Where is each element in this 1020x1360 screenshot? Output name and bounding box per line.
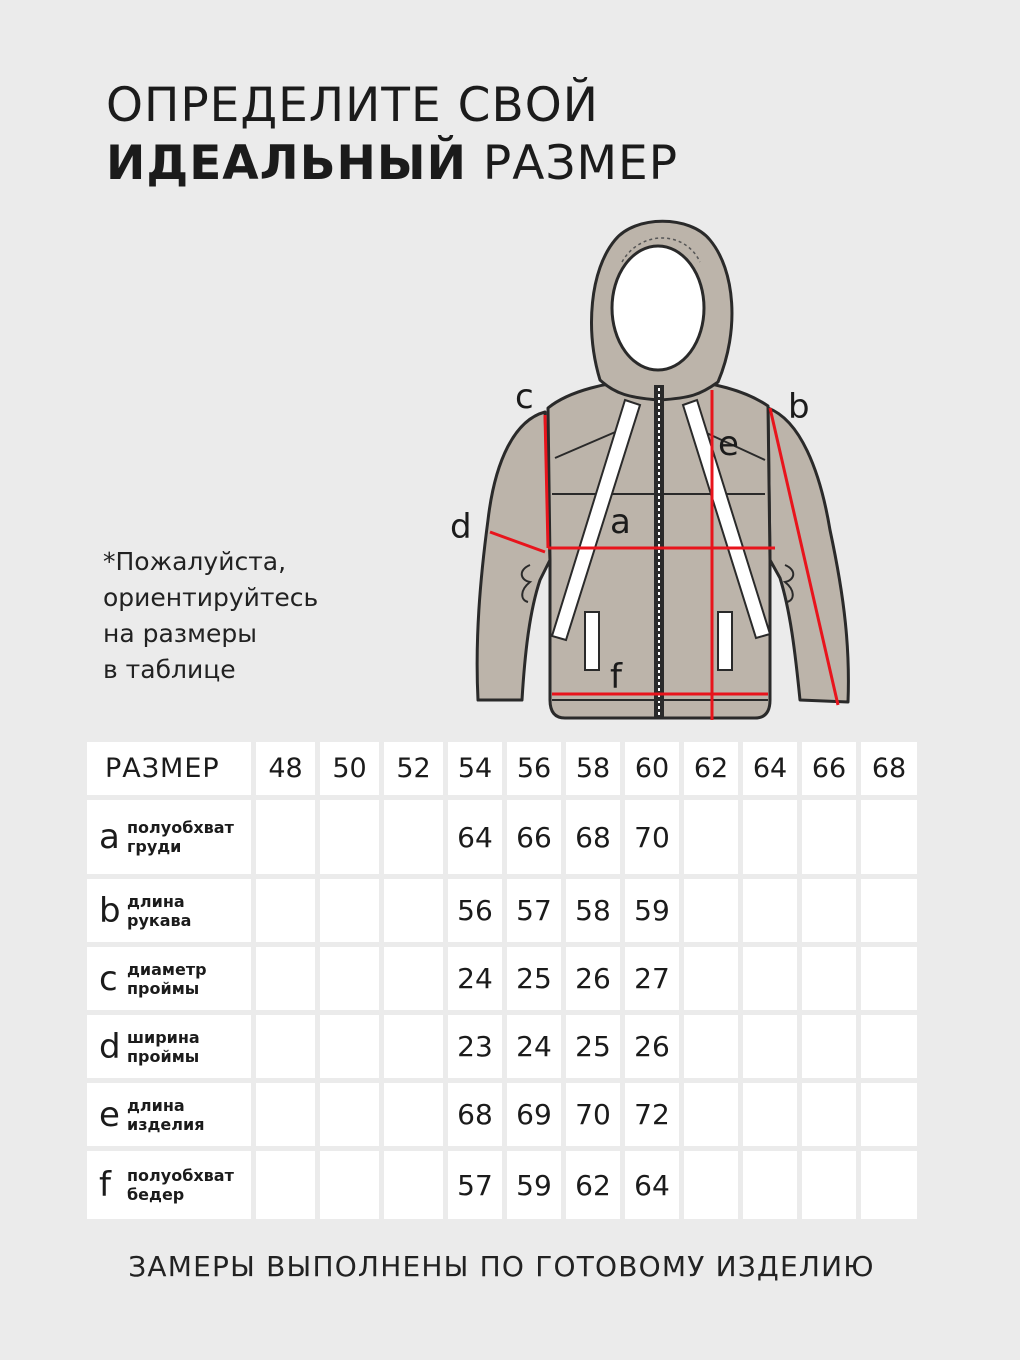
measure-value-cell (320, 947, 379, 1010)
measure-value-cell (384, 879, 443, 942)
note-line: в таблице (103, 655, 236, 684)
measure-description (127, 892, 191, 930)
measure-row-label (87, 947, 251, 1010)
left-sleeve (477, 412, 550, 700)
measure-row-c (87, 947, 917, 1010)
measure-row-label (87, 800, 251, 874)
measure-row-label (87, 1015, 251, 1078)
measure-row-b (87, 879, 917, 942)
measure-value-cell (684, 1015, 738, 1078)
measure-value-cell (384, 800, 443, 874)
measure-row-label (87, 1083, 251, 1146)
measure-value-cell: 59 (625, 879, 679, 942)
note-line: на размеры (103, 619, 257, 648)
measure-value-cell (684, 1151, 738, 1219)
measure-description-line: груди (127, 837, 182, 856)
measure-letter: f (99, 1165, 111, 1205)
measure-description-line: длина (127, 891, 185, 911)
measure-value-cell (684, 800, 738, 874)
size-header-cell: 62 (684, 742, 738, 795)
measure-row-e (87, 1083, 917, 1146)
measure-letter: a (99, 817, 120, 857)
measure-value-cell (743, 800, 797, 874)
note-line: *Пожалуйста, (103, 547, 287, 576)
size-header-cell: 48 (256, 742, 315, 795)
measure-value-cell: 70 (566, 1083, 620, 1146)
measure-value-cell (256, 1015, 315, 1078)
measure-letter: d (99, 1026, 121, 1067)
measure-value-cell (256, 1151, 315, 1219)
size-header-cell: 50 (320, 742, 379, 795)
measure-row-a (87, 800, 917, 874)
measure-value-cell (384, 1151, 443, 1219)
measure-description (127, 960, 207, 998)
measure-value-cell (320, 879, 379, 942)
measure-value-cell (802, 1083, 856, 1146)
measure-row-f (87, 1151, 917, 1219)
measure-description (127, 1028, 200, 1066)
measure-value-cell (802, 947, 856, 1010)
measure-value-cell: 24 (448, 947, 502, 1010)
measure-value-cell: 58 (566, 879, 620, 942)
measure-value-cell: 72 (625, 1083, 679, 1146)
measure-value-cell: 26 (566, 947, 620, 1010)
label-a: a (610, 502, 631, 542)
measure-value-cell: 23 (448, 1015, 502, 1078)
measure-value-cell: 68 (448, 1083, 502, 1146)
measure-row-label (87, 879, 251, 942)
measure-value-cell (743, 1015, 797, 1078)
note-line: ориентируйтесь (103, 583, 319, 612)
measure-description-line: ширина (127, 1027, 200, 1047)
size-header-cell: 60 (625, 742, 679, 795)
measure-value-cell (861, 800, 917, 874)
measure-value-cell (684, 947, 738, 1010)
title-line-2 (106, 136, 679, 191)
measure-value-cell (861, 1151, 917, 1219)
measure-value-cell (684, 1083, 738, 1146)
label-b: b (788, 387, 810, 427)
measure-value-cell: 69 (507, 1083, 561, 1146)
measure-value-cell: 25 (507, 947, 561, 1010)
measure-value-cell: 24 (507, 1015, 561, 1078)
measure-value-cell: 27 (625, 947, 679, 1010)
measure-description (127, 818, 234, 856)
measure-description-line: рукава (127, 910, 192, 930)
measure-value-cell (802, 1151, 856, 1219)
pocket-left (585, 612, 599, 670)
size-header-cell: 68 (861, 742, 917, 795)
measure-value-cell (861, 1015, 917, 1078)
measure-value-cell (256, 947, 315, 1010)
footer-note: ЗАМЕРЫ ВЫПОЛНЕНЫ ПО ГОТОВОМУ ИЗДЕЛИЮ (128, 1250, 875, 1283)
measure-value-cell (802, 800, 856, 874)
pocket-right (718, 612, 732, 670)
measure-value-cell: 68 (566, 800, 620, 874)
measure-letter: e (99, 1094, 120, 1135)
title-bold-word: ИДЕАЛЬНЫЙ (106, 136, 467, 191)
measure-value-cell: 70 (625, 800, 679, 874)
measure-value-cell (743, 947, 797, 1010)
size-table (82, 737, 922, 1224)
measure-value-cell: 66 (507, 800, 561, 874)
measure-description-line: проймы (127, 1046, 200, 1066)
size-header-cell: 64 (743, 742, 797, 795)
size-note (103, 544, 318, 688)
label-d: d (450, 507, 472, 547)
measure-value-cell: 59 (507, 1151, 561, 1219)
measure-description-line: полуобхват (127, 1166, 234, 1185)
measure-value-cell (743, 1151, 797, 1219)
measure-value-cell (320, 800, 379, 874)
measure-value-cell (861, 879, 917, 942)
measure-value-cell (384, 1015, 443, 1078)
title-regular-word: РАЗМЕР (466, 136, 679, 191)
measure-value-cell: 57 (507, 879, 561, 942)
measure-value-cell (802, 1015, 856, 1078)
label-f: f (610, 657, 622, 697)
measure-value-cell (684, 879, 738, 942)
size-header-cell: 52 (384, 742, 443, 795)
measure-value-cell (320, 1151, 379, 1219)
jacket-measurement-diagram (440, 200, 880, 730)
measure-description (127, 1166, 234, 1204)
measure-value-cell: 64 (448, 800, 502, 874)
measure-value-cell (743, 879, 797, 942)
measure-description-line: длина (127, 1095, 185, 1115)
measure-value-cell (320, 1015, 379, 1078)
measure-letter: b (99, 890, 121, 931)
size-header-cell: 56 (507, 742, 561, 795)
measure-value-cell (320, 1083, 379, 1146)
measure-description-line: полуобхват (127, 818, 234, 837)
measure-value-cell: 62 (566, 1151, 620, 1219)
measure-row-d (87, 1015, 917, 1078)
measure-description-line: бедер (127, 1185, 185, 1204)
size-header-label: РАЗМЕР (87, 742, 251, 795)
label-e: e (718, 424, 739, 464)
measure-value-cell (802, 879, 856, 942)
measure-value-cell (861, 947, 917, 1010)
measure-description-line: проймы (127, 978, 200, 998)
size-header-cell: 58 (566, 742, 620, 795)
measure-value-cell (384, 947, 443, 1010)
measure-description-line: изделия (127, 1114, 205, 1134)
measure-value-cell (743, 1083, 797, 1146)
measure-letter: c (99, 958, 118, 999)
measure-value-cell (256, 800, 315, 874)
measure-description-line: диаметр (127, 959, 207, 979)
measure-value-cell (861, 1083, 917, 1146)
size-header-row (87, 742, 917, 795)
measure-description (127, 1096, 204, 1134)
label-c: c (515, 377, 534, 417)
measure-value-cell: 26 (625, 1015, 679, 1078)
measure-value-cell (256, 879, 315, 942)
measure-value-cell (384, 1083, 443, 1146)
size-header-cell: 66 (802, 742, 856, 795)
measure-value-cell: 25 (566, 1015, 620, 1078)
measure-value-cell (256, 1083, 315, 1146)
title-line-1: ОПРЕДЕЛИТЕ СВОЙ (106, 78, 599, 133)
measure-value-cell: 64 (625, 1151, 679, 1219)
measure-value-cell: 57 (448, 1151, 502, 1219)
measure-value-cell: 56 (448, 879, 502, 942)
measure-row-label (87, 1151, 251, 1219)
size-header-cell: 54 (448, 742, 502, 795)
hood-opening (612, 246, 704, 370)
